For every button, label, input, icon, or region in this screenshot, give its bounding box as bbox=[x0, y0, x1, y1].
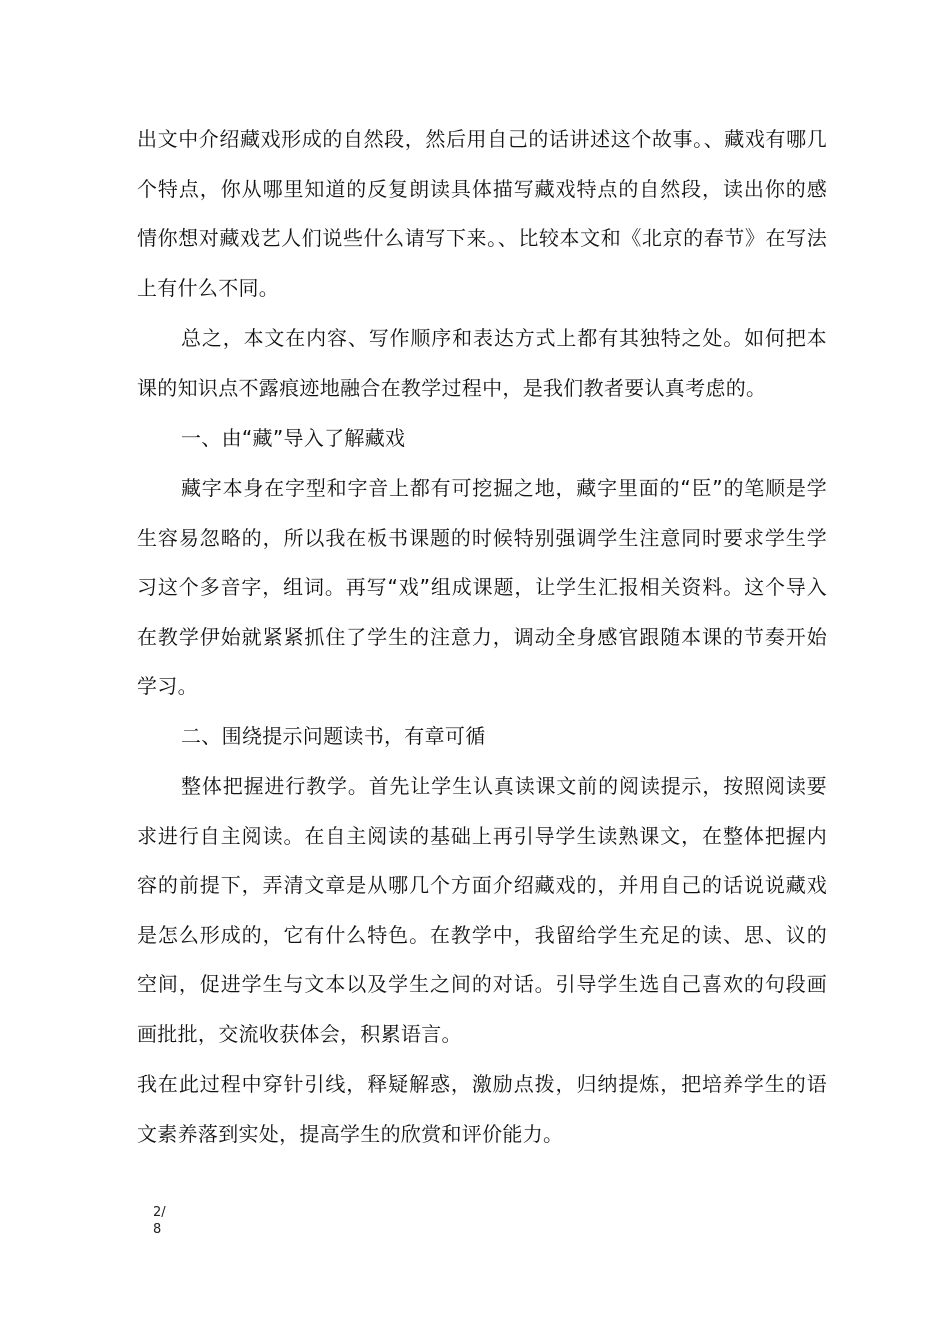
page-number-current: 2/ bbox=[153, 1205, 166, 1220]
section-heading-one: 一、由“藏”导入了解藏戏 bbox=[181, 426, 406, 450]
page-number-total: 8 bbox=[153, 1222, 162, 1237]
section-heading-two: 二、围绕提示问题读书，有章可循 bbox=[181, 724, 486, 748]
paragraph-continuation: 出文中介绍藏戏形成的自然段，然后用自己的话讲述这个故事。、藏戏有哪几个特点，你从哪里知道的反复朗读具体描写藏戏特点的自然段，读出你的感情你想对藏戏艺人们说些什么请写下来。、比较本文和《北京的春节》在写法上有什么不同。 bbox=[137, 127, 827, 300]
paragraph-summary: 总之，本文在内容、写作顺序和表达方式上都有其独特之处。如何把本课的知识点不露痕迹地融合在教学过程中，是我们教者要认真考虑的。 bbox=[137, 326, 827, 400]
paragraph-section-one: 藏字本身在字型和字音上都有可挖掘之地，藏字里面的“臣”的笔顺是学生容易忽略的，所以我在板书课题的时候特别强调学生注意同时要求学生学习这个多音字，组词。再写“戏”组成课题，让学生汇报相关资料。这个导入在教学伊始就紧紧抓住了学生的注意力，调动全身感官跟随本课的节奏开始学习。 bbox=[137, 476, 827, 698]
page-number bbox=[153, 1204, 183, 1238]
paragraph-section-two: 整体把握进行教学。首先让学生认真读课文前的阅读提示，按照阅读要求进行自主阅读。在自主阅读的基础上再引导学生读熟课文，在整体把握内容的前提下，弄清文章是从哪几个方面介绍藏戏的，并用自己的话说说藏戏是怎么形成的，它有什么特色。在教学中，我留给学生充足的读、思、议的空间，促进学生与文本以及学生之间的对话。引导学生选自己喜欢的句段画画批批，交流收获体会，积累语言。 bbox=[137, 774, 827, 1046]
paragraph-closing: 我在此过程中穿针引线，释疑解惑，激励点拨，归纳提炼，把培养学生的语文素养落到实处，提高学生的欣赏和评价能力。 bbox=[137, 1072, 827, 1146]
